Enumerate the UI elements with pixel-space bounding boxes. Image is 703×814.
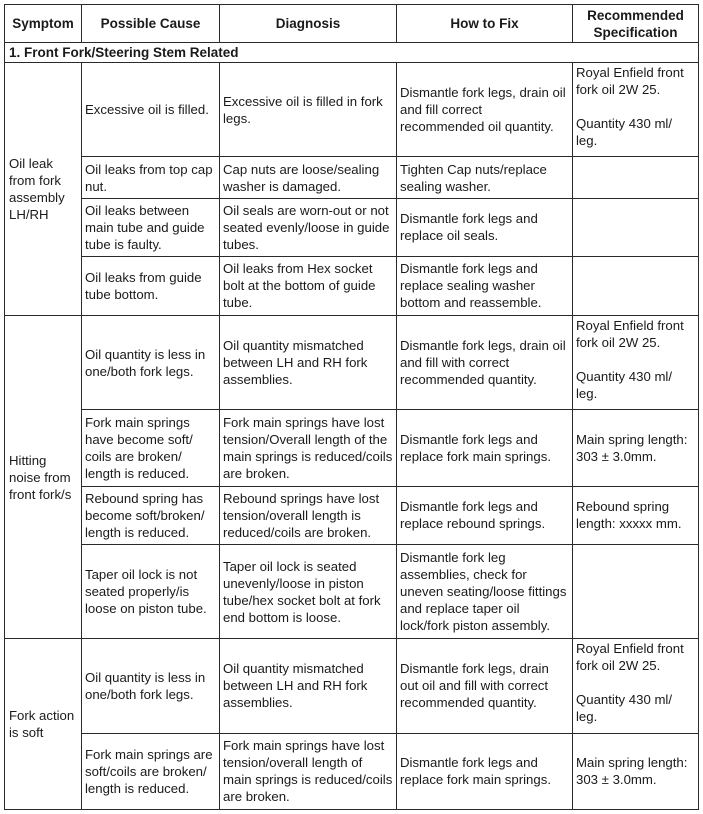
diagnosis-cell: Oil quantity mismatched between LH and RH fork assemblies. — [220, 316, 397, 410]
table-row — [5, 544, 699, 638]
header-recommended-specification: Recommended Specification — [573, 5, 699, 43]
diagnosis-cell: Oil quantity mismatched between LH and RH fork assemblies. — [220, 639, 397, 733]
header-row — [5, 5, 699, 43]
diagnosis-cell: Cap nuts are loose/sealing washer is damaged. — [220, 157, 397, 198]
spec-cell: Main spring length: 303 ± 3.0mm. — [573, 733, 699, 809]
diagnosis-cell: Taper oil lock is seated unevenly/loose in piston tube/hex socket bolt at fork end bottom is loose. — [220, 544, 397, 638]
spec-cell: Main spring length: 303 ± 3.0mm. — [573, 410, 699, 486]
fix-cell: Dismantle fork legs and replace rebound springs. — [397, 486, 573, 544]
section-row — [5, 43, 699, 63]
cause-cell: Fork main springs have become soft/ coils are broken/ length is reduced. — [82, 410, 220, 486]
cause-cell: Oil quantity is less in one/both fork legs. — [82, 639, 220, 733]
spec-oil: Royal Enfield front fork oil 2W 25. — [576, 318, 684, 351]
table-row — [5, 639, 699, 733]
cause-cell: Taper oil lock is not seated properly/is loose on piston tube. — [82, 544, 220, 638]
diagnosis-cell: Oil seals are worn-out or not seated evenly/loose in guide tubes. — [220, 198, 397, 256]
symptom-cell: Oil leak from fork assembly LH/RH — [5, 63, 82, 316]
diagnosis-cell: Oil leaks from Hex socket bolt at the bottom of guide tube. — [220, 256, 397, 315]
cause-cell: Excessive oil is filled. — [82, 63, 220, 157]
cause-cell: Rebound spring has become soft/broken/ length is reduced. — [82, 486, 220, 544]
fix-cell: Dismantle fork legs and replace fork main springs. — [397, 410, 573, 486]
fix-cell: Tighten Cap nuts/replace sealing washer. — [397, 157, 573, 198]
fix-cell: Dismantle fork legs and replace sealing washer bottom and reassemble. — [397, 256, 573, 315]
diagnosis-cell: Fork main springs have lost tension/Overall length of the main springs is reduced/coils are broken. — [220, 410, 397, 486]
spec-cell: Rebound spring length: xxxxx mm. — [573, 486, 699, 544]
fix-cell: Dismantle fork leg assemblies, check for uneven seating/loose fittings and replace taper oil lock/fork piston assembly. — [397, 544, 573, 638]
spec-cell — [573, 198, 699, 256]
spec-cell — [573, 639, 699, 733]
table-row — [5, 410, 699, 486]
fix-cell: Dismantle fork legs, drain out oil and fill with correct recommended quantity. — [397, 639, 573, 733]
spec-cell — [573, 63, 699, 157]
fix-cell: Dismantle fork legs and replace oil seals. — [397, 198, 573, 256]
fix-cell: Dismantle fork legs, drain oil and fill with correct recommended quantity. — [397, 316, 573, 410]
troubleshooting-table — [4, 4, 699, 810]
fix-cell: Dismantle fork legs, drain oil and fill correct recommended oil quantity. — [397, 63, 573, 157]
table-row — [5, 486, 699, 544]
header-diagnosis: Diagnosis — [220, 5, 397, 43]
cause-cell: Fork main springs are soft/coils are broken/ length is reduced. — [82, 733, 220, 809]
header-symptom: Symptom — [5, 5, 82, 43]
cause-cell: Oil quantity is less in one/both fork legs. — [82, 316, 220, 410]
diagnosis-cell: Excessive oil is filled in fork legs. — [220, 63, 397, 157]
table-row — [5, 256, 699, 315]
table-row — [5, 733, 699, 809]
cause-cell: Oil leaks between main tube and guide tube is faulty. — [82, 198, 220, 256]
spec-quantity: Quantity 430 ml/ leg. — [576, 369, 673, 402]
spec-oil: Royal Enfield front fork oil 2W 25. — [576, 641, 684, 674]
diagnosis-cell: Rebound springs have lost tension/overall length is reduced/coils are broken. — [220, 486, 397, 544]
symptom-cell: Hitting noise from front fork/s — [5, 316, 82, 639]
table-row — [5, 63, 699, 157]
section-title: 1. Front Fork/Steering Stem Related — [5, 43, 699, 63]
spec-quantity: Quantity 430 ml/ leg. — [576, 116, 673, 149]
header-possible-cause: Possible Cause — [82, 5, 220, 43]
fix-cell: Dismantle fork legs and replace fork main springs. — [397, 733, 573, 809]
cause-cell: Oil leaks from top cap nut. — [82, 157, 220, 198]
table-row — [5, 198, 699, 256]
spec-cell — [573, 256, 699, 315]
spec-cell — [573, 544, 699, 638]
table-row — [5, 316, 699, 410]
spec-quantity: Quantity 430 ml/ leg. — [576, 692, 673, 725]
spec-oil: Royal Enfield front fork oil 2W 25. — [576, 65, 684, 98]
spec-cell — [573, 157, 699, 198]
diagnosis-cell: Fork main springs have lost tension/overall length of main springs is reduced/coils are broken. — [220, 733, 397, 809]
header-how-to-fix: How to Fix — [397, 5, 573, 43]
table-row — [5, 157, 699, 198]
spec-cell — [573, 316, 699, 410]
symptom-cell: Fork action is soft — [5, 639, 82, 810]
cause-cell: Oil leaks from guide tube bottom. — [82, 256, 220, 315]
